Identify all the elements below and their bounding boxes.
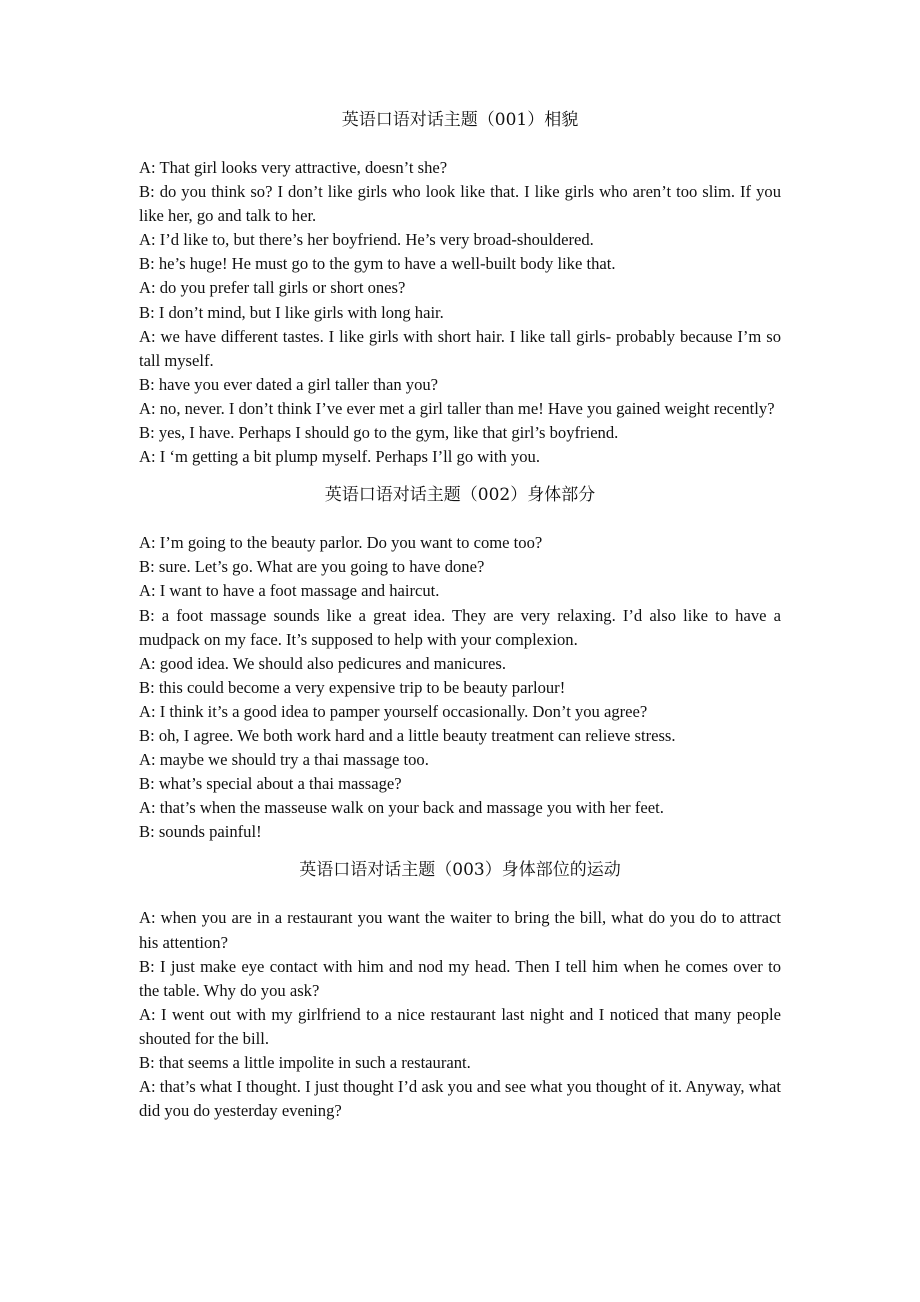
section-title: 英语口语对话主题（002）身体部分 xyxy=(324,485,596,506)
dialogue-line: B: do you think so? I don’t like girls who look like that. I like girls who aren’t too slim. If you like her, go and talk to her. xyxy=(139,182,781,226)
section-title: 英语口语对话主题（003）身体部位的运动 xyxy=(299,860,621,881)
dialogue-line: A: good idea. We should also pedicures and manicures. xyxy=(139,653,507,673)
dialogue-line: A: we have different tastes. I like girls with short hair. I like tall girls- probably because I’m so tall myself. xyxy=(139,326,781,370)
dialogue-line: A: That girl looks very attractive, doesn’t she? xyxy=(139,158,448,177)
dialogue-line: B: I don’t mind, but I like girls with long hair. xyxy=(139,302,444,322)
dialogue-section-002 xyxy=(139,483,781,844)
dialogue-line: A: do you prefer tall girls or short ones? xyxy=(139,278,406,298)
dialogue-section-003 xyxy=(139,858,781,1123)
dialogue-line: A: I’d like to, but there’s her boyfriend. He’s very broad-shouldered. xyxy=(139,230,594,250)
dialogue-line: A: that’s what I thought. I just thought I’d ask you and see what you thought of it. Anyway, what did you do yesterday evening? xyxy=(139,1077,781,1121)
dialogue-line: A: I want to have a foot massage and haircut. xyxy=(139,581,440,601)
dialogue-line: B: I just make eye contact with him and nod my head. Then I tell him when he comes over to the table. Why do you ask? xyxy=(139,956,781,1000)
dialogue-line: B: oh, I agree. We both work hard and a little beauty treatment can relieve stress. xyxy=(139,725,676,745)
dialogue-line: A: that’s when the masseuse walk on your back and massage you with her feet. xyxy=(139,798,664,818)
dialogue-line: B: sure. Let’s go. What are you going to have done? xyxy=(139,557,485,577)
dialogue-line: A: I went out with my girlfriend to a nice restaurant last night and I noticed that many people shouted for the bill. xyxy=(139,1004,781,1048)
dialogue-line: B: have you ever dated a girl taller than you? xyxy=(139,374,439,394)
dialogue-line: A: I ‘m getting a bit plump myself. Perhaps I’ll go with you. xyxy=(139,447,540,467)
document-page xyxy=(139,108,781,1123)
dialogue-line: B: sounds painful! xyxy=(139,822,262,842)
section-title: 英语口语对话主题（001）相貌 xyxy=(341,110,579,130)
dialogue-line: A: maybe we should try a thai massage too. xyxy=(139,750,429,770)
dialogue-section-001 xyxy=(139,108,781,469)
dialogue-line: B: he’s huge! He must go to the gym to have a well-built body like that. xyxy=(139,254,616,274)
dialogue-line: A: no, never. I don’t think I’ve ever met a girl taller than me! Have you gained weight recently? xyxy=(139,398,775,418)
dialogue-line: A: I think it’s a good idea to pamper yourself occasionally. Don’t you agree? xyxy=(139,701,648,721)
dialogue-line: B: what’s special about a thai massage? xyxy=(139,774,402,794)
dialogue-line: A: I’m going to the beauty parlor. Do you want to come too? xyxy=(139,533,543,553)
dialogue-line: B: yes, I have. Perhaps I should go to the gym, like that girl’s boyfriend. xyxy=(139,423,619,443)
dialogue-line: B: that seems a little impolite in such a restaurant. xyxy=(139,1053,471,1072)
dialogue-line: B: this could become a very expensive trip to be beauty parlour! xyxy=(139,677,566,697)
dialogue-line: A: when you are in a restaurant you want the waiter to bring the bill, what do you do to attract his attention? xyxy=(139,908,781,952)
dialogue-line: B: a foot massage sounds like a great idea. They are very relaxing. I’d also like to have a mudpack on my face. It’s supposed to help with your complexion. xyxy=(139,605,781,649)
